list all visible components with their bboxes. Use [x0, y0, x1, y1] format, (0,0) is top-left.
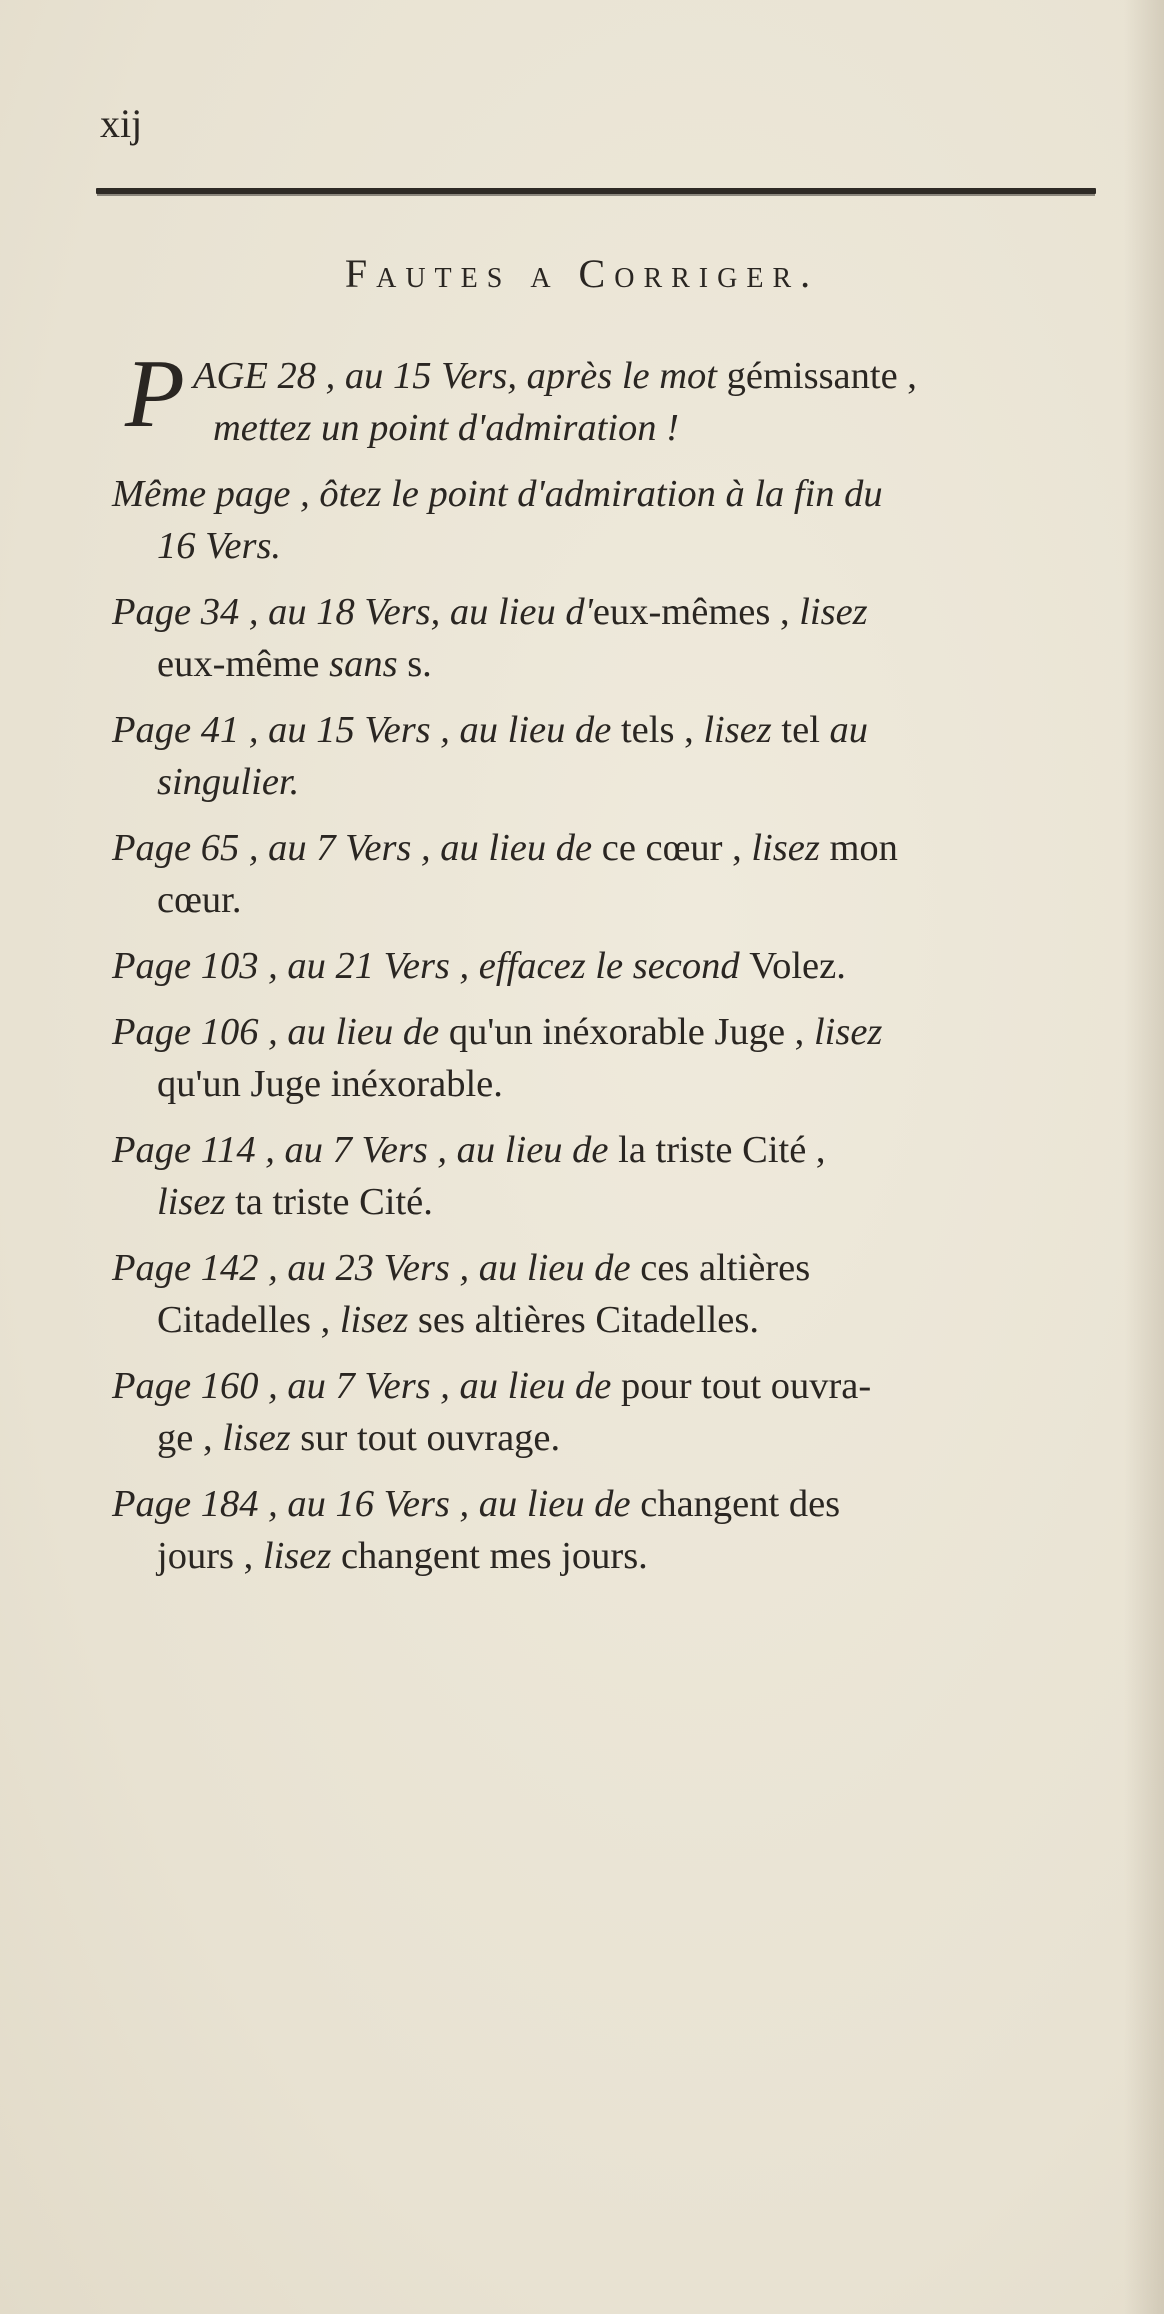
entry-text: tel: [771, 709, 830, 751]
entry-text: Page 103 , au 21 Vers , effacez le second: [112, 945, 750, 987]
entry-text: cœur.: [157, 879, 242, 921]
errata-entry: [112, 1124, 1140, 1228]
entry-text: Page 65 , au 7 Vers , au lieu de: [112, 827, 602, 869]
entry-text: [112, 638, 1140, 690]
header-rule: [96, 188, 1096, 194]
entry-text: mon: [819, 827, 898, 869]
entry-text: [112, 1530, 1140, 1582]
entry-text: Volez.: [749, 945, 846, 987]
errata-entry: [112, 940, 1140, 992]
entry-text: jours ,: [157, 1535, 263, 1577]
errata-entry: [112, 704, 1140, 808]
entry-text: lisez: [262, 1535, 332, 1577]
entry-text: eux-même: [157, 643, 330, 685]
entry-text: [112, 1412, 1140, 1464]
entry-text: ta triste Cité.: [225, 1181, 433, 1223]
drop-cap: P: [125, 340, 185, 448]
page-title: Fautes a Corriger.: [344, 251, 820, 296]
entry-text: Même page , ôtez le point d'admiration à la fin du: [112, 473, 883, 515]
entry-text: la triste Cité ,: [618, 1129, 826, 1171]
entry-text: 16 Vers.: [157, 525, 282, 567]
entry-text: Page 184 , au 16 Vers , au lieu de: [112, 1483, 641, 1525]
entry-text: au: [829, 709, 869, 751]
entry-text: [112, 1294, 1140, 1346]
entry-text: sur tout ouvrage.: [290, 1417, 561, 1459]
entry-text: ce cœur ,: [601, 827, 752, 869]
entry-text: qu'un inéxorable Juge ,: [448, 1011, 814, 1053]
entry-text: AGE 28 , au 15 Vers, après le mot: [193, 355, 727, 397]
entry-text: tels ,: [620, 709, 704, 751]
entry-text: s.: [397, 643, 432, 685]
entry-text: changent des: [640, 1483, 841, 1525]
entry-text: lisez: [813, 1011, 883, 1053]
entry-text: ses altières Citadelles.: [408, 1299, 759, 1341]
entry-text: qu'un Juge inéxorable.: [157, 1063, 503, 1105]
errata-entry: [125, 340, 1140, 454]
entry-text: ces altières: [640, 1247, 811, 1289]
entry-text: gémissante ,: [726, 355, 917, 397]
entry-text: changent mes jours.: [331, 1535, 648, 1577]
entry-text: lisez: [222, 1417, 291, 1459]
entry-text: ge ,: [157, 1417, 223, 1459]
entry-text: Page 114 , au 7 Vers , au lieu de: [112, 1129, 619, 1171]
entry-text: pour tout ouvra-: [620, 1365, 872, 1407]
entry-text: Page 106 , au lieu de: [112, 1011, 449, 1053]
entry-text: Page 142 , au 23 Vers , au lieu de: [112, 1247, 641, 1289]
entry-text: Page 41 , au 15 Vers , au lieu de: [112, 709, 621, 751]
entry-text: eux-mêmes ,: [592, 591, 800, 633]
entry-text: Page 34 , au 18 Vers, au lieu d': [112, 591, 593, 633]
entry-text: lisez: [157, 1181, 226, 1223]
errata-entry: [112, 586, 1140, 690]
page-number: xij: [100, 101, 143, 146]
errata-entry: [112, 468, 1140, 572]
entry-text: lisez: [703, 709, 772, 751]
errata-entry: [112, 1242, 1140, 1346]
errata-list: [112, 340, 1140, 1596]
entry-text: Page 160 , au 7 Vers , au lieu de: [112, 1365, 621, 1407]
entry-text: lisez: [339, 1299, 409, 1341]
errata-entry: [112, 822, 1140, 926]
entry-text: lisez: [751, 827, 820, 869]
entry-text: singulier.: [157, 761, 300, 803]
entry-text: Citadelles ,: [157, 1299, 340, 1341]
entry-text: lisez: [799, 591, 868, 633]
errata-entry: [112, 1360, 1140, 1464]
errata-entry: [112, 1006, 1140, 1110]
entry-text: sans: [329, 643, 398, 685]
errata-entry: [112, 1478, 1140, 1582]
entry-text: [112, 1176, 1140, 1228]
entry-text: mettez un point d'admiration !: [213, 407, 679, 449]
